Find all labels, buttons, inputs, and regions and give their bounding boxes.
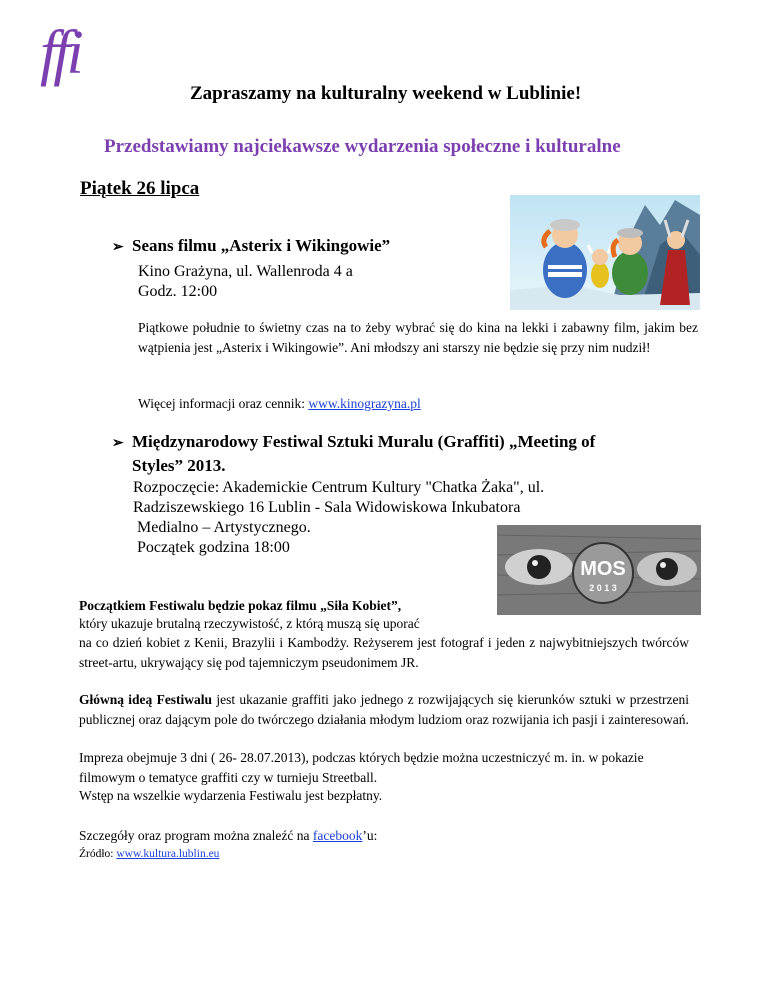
event1-time: Godz. 12:00: [138, 283, 218, 300]
more-info-label: Więcej informacji oraz cennik:: [138, 396, 305, 411]
page-subheadline: Przedstawiamy najciekawsze wydarzenia społeczne i kulturalne: [104, 136, 621, 157]
details-prefix: Szczegóły oraz program można znaleźć na: [79, 828, 313, 843]
para2-bold: Główną ideą Festiwalu: [79, 692, 213, 707]
page-headline: Zapraszamy na kulturalny weekend w Lublinie!: [190, 83, 582, 104]
source-label: Źródło:: [79, 848, 117, 860]
event1-description: Piątkowe południe to świetny czas na to żeby wybrać się do kina na lekki i zabawny film, jakim bez wątpienia jest „Asterix i Wikingowie”. Ani młodszy ani starszy nie będzie się przy nim nudził!: [138, 320, 698, 355]
para2-main: [79, 690, 689, 730]
mos-logo-text: MOS: [580, 558, 626, 580]
event2-title-row: [112, 432, 595, 452]
event2-venue-line2: Radziszewskiego 16 Lublin - Sala Widowiskowa Inkubatora: [133, 499, 521, 516]
event1-title-row: [112, 236, 390, 256]
event2-venue-line1: Rozpoczęcie: Akademickie Centrum Kultury "Chatka Żaka", ul.: [133, 479, 545, 496]
para2-dates: Impreza obejmuje 3 dni ( 26- 28.07.2013), podczas których będzie można uczestniczyć m. in. w pokazie filmowym o tematyce graffiti czy w turnieju Streetball.: [79, 750, 644, 785]
para1-bold: Początkiem Festiwalu będzie pokaz filmu „Siła Kobiet”,: [79, 598, 402, 613]
mos-year-text: 2 0 1 3: [589, 583, 617, 593]
para1-rest: na co dzień kobiet z Kenii, Brazylii i Kambodży. Reżyserem jest fotograf i jeden z najwybitniejszych twórców street-artu, ukrywający się pod tajemniczym pseudonimem JR.: [79, 635, 689, 670]
event2-title-line2: Styles” 2013.: [132, 456, 226, 475]
day-heading: Piątek 26 lipca: [80, 178, 200, 199]
details-suffix: ’u:: [362, 828, 378, 843]
meeting-of-styles-image: [497, 525, 701, 615]
source-line: [79, 848, 219, 860]
event1-title: Seans filmu „Asterix i Wikingowie”: [132, 236, 391, 255]
event2-venue-line3: Medialno – Artystycznego.: [137, 519, 311, 536]
para1-line2: który ukazuje brutalną rzeczywistość, z którą muszą się uporać: [79, 616, 420, 631]
para2-free: Wstęp na wszelkie wydarzenia Festiwalu jest bezpłatny.: [79, 788, 383, 803]
para2-rest: jest ukazanie graffiti jako jednego z rozwijających się kierunków sztuki w przestrzeni publicznej oraz dającym pole do twórczego działania młodym ludziom oraz rozwijania ich pasji i zainteresowań.: [79, 692, 689, 727]
asterix-movie-image: [510, 195, 700, 310]
event2-time: Początek godzina 18:00: [137, 539, 290, 556]
ffi-logo: ffi: [40, 19, 80, 87]
event1-venue: Kino Grażyna, ul. Wallenroda 4 a: [138, 263, 353, 280]
arrow-bullet-icon: ➢: [112, 436, 124, 451]
facebook-link[interactable]: facebook: [312, 828, 363, 843]
event1-more-info: [138, 394, 421, 414]
kinograzyna-link[interactable]: www.kinograzyna.pl: [308, 396, 421, 411]
details-line: [79, 826, 377, 846]
event2-title-line1: Międzynarodowy Festiwal Sztuki Muralu (Graffiti) „Meeting of: [132, 432, 596, 451]
arrow-bullet-icon: ➢: [112, 240, 124, 255]
kultura-lublin-link[interactable]: www.kultura.lublin.eu: [116, 848, 220, 860]
